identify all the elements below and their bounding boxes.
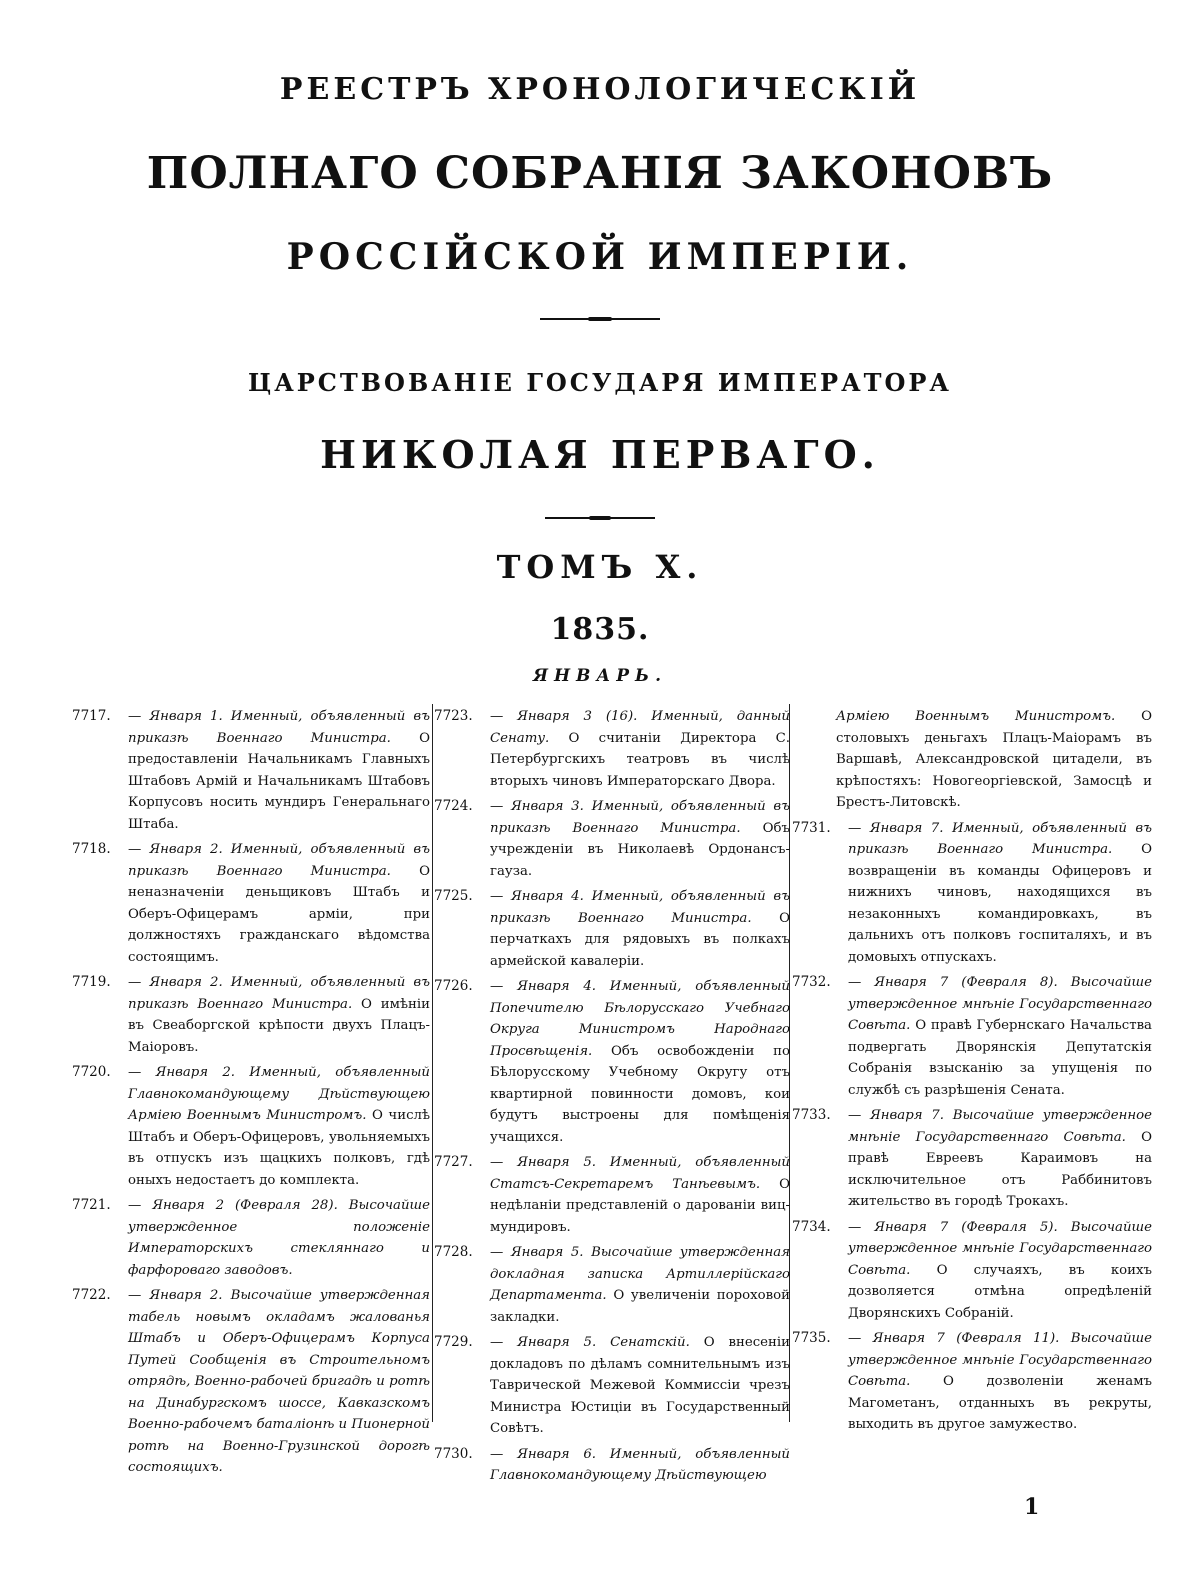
law-entry xyxy=(792,1328,1152,1436)
entry-heading: — Января 2 (Февраля 28). Высочайше утвержденное положеніе Императорскихъ стекляннаго и фарфороваго заводовъ. xyxy=(128,1198,430,1278)
entry-text: О правѣ Евреевъ Караимовъ на исключительное отъ Раббинитовъ жительство въ городѣ Трокахъ. xyxy=(848,1129,1152,1209)
entry-body xyxy=(490,886,790,972)
law-entry xyxy=(434,706,790,792)
entry-heading: — Января 2. Высочайше утвержденная табель новымъ окладамъ жалованья Штабъ и Оберъ-Офицерамъ Корпуса Путей Сообщенія въ Строительномъ отрядѣ, Военно-рабочей бригадѣ и ротѣ на Динабургскомъ шоссе, Кавказскомъ Военно-рабочемъ баталіонѣ и Пионерной ротѣ на Военно-Грузинской дорогѣ состоящихъ. xyxy=(128,1288,430,1475)
entry-heading: — Января 4. Именный, объявленный Попечителю Бѣлорусскаго Учебнаго Округа Министромъ Народнаго Просвѣщенія. xyxy=(490,979,790,1059)
emperor-name: НИКОЛАЯ ПЕРВАГО. xyxy=(320,432,880,477)
entry-heading: — Января 2. Именный, объявленный въ приказѣ Военнаго Министра. xyxy=(128,975,430,1012)
month-heading: ЯНВАРЬ. xyxy=(533,666,667,686)
entry-body xyxy=(490,976,790,1148)
entry-body xyxy=(128,972,430,1058)
entry-text: О увеличеніи пороховой закладки. xyxy=(490,1288,790,1325)
entry-number: 7730. xyxy=(434,1445,473,1462)
law-entry xyxy=(72,839,430,968)
entry-heading: — Января 5. Сенатскій. xyxy=(490,1335,690,1350)
entry-text: О предоставленіи Начальникамъ Главныхъ Штабовъ Армій и Начальникамъ Штабовъ Корпусовъ носить мундиръ Генеральнаго Штаба. xyxy=(128,730,430,832)
entry-heading: — Января 4. Именный, объявленный въ приказѣ Военнаго Министра. xyxy=(490,889,790,926)
year-heading: 1835. xyxy=(550,612,650,647)
entry-heading: — Января 5. Именный, объявленный Статсъ-Секретаремъ Танѣевымъ. xyxy=(490,1155,790,1192)
column-1 xyxy=(72,706,430,1483)
entry-heading: — Января 3. Именный, объявленный въ приказѣ Военнаго Министра. xyxy=(490,799,790,836)
entry-text: О столовыхъ деньгахъ Плацъ-Маіорамъ въ Варшавѣ, Александровской цитадели, въ крѣпостяхъ: Новогеоргіевской, Замосцѣ и Брестъ-Литовскѣ. xyxy=(836,709,1152,810)
title-collection: ПОЛНАГО СОБРАНІЯ ЗАКОНОВЪ xyxy=(146,148,1054,199)
entry-body xyxy=(490,1152,790,1238)
entry-heading: — Января 7 (Февраля 8). Высочайше утвержденное мнѣніе Государственнаго Совѣта. xyxy=(848,975,1152,1033)
law-entry xyxy=(792,1105,1152,1213)
ornamental-rule xyxy=(545,517,655,519)
entry-number: 7722. xyxy=(72,1287,111,1303)
entry-number: 7735. xyxy=(792,1330,831,1346)
entry-number: 7723. xyxy=(434,708,473,724)
entry-text: О имѣніи въ Свеаборгской крѣпости двухъ Плацъ-Маіоровъ. xyxy=(128,996,430,1055)
entry-heading: — Января 7 (Февраля 5). Высочайше утвержденное мнѣніе Государственнаго Совѣта. xyxy=(848,1219,1152,1278)
law-entry xyxy=(72,706,430,835)
law-entry xyxy=(434,886,790,972)
entry-body xyxy=(490,1242,790,1328)
entry-text: О считаніи Директора С. Петербургскихъ театровъ въ числѣ вторыхъ чиновъ Императорскаго Двора. xyxy=(490,730,791,789)
entry-body xyxy=(490,706,790,792)
entry-body xyxy=(848,1217,1152,1325)
title-empire: РОССІЙСКОЙ ИМПЕРІИ. xyxy=(286,236,914,278)
entry-text: О правѣ Губернскаго Начальства подвергать Дворянскія Депутатскія Собранія взысканію за упущенія по службѣ съ разрѣшенія Сената. xyxy=(848,1018,1152,1098)
entry-heading: Арміею Военнымъ Министромъ. xyxy=(836,709,1116,724)
column-divider xyxy=(432,704,433,1422)
entry-number: 7732. xyxy=(792,974,831,990)
entry-body xyxy=(848,818,1152,969)
column-3 xyxy=(792,706,1152,1440)
entry-text: О возвращеніи въ команды Офицеровъ и нижнихъ чиновъ, находящихся въ незаконныхъ командировкахъ, въ дальнихъ отъ полковъ госпиталяхъ, и въ домовыхъ отпускахъ. xyxy=(848,842,1152,965)
law-entry xyxy=(72,1062,430,1191)
law-entry xyxy=(434,976,790,1148)
entry-number: 7731. xyxy=(792,819,831,836)
entry-number: 7733. xyxy=(792,1107,831,1123)
entry-text: Объ учрежденіи въ Николаевѣ Ордонансъ-гауза. xyxy=(490,820,790,879)
entry-body xyxy=(848,1105,1152,1213)
entry-body xyxy=(490,1444,790,1487)
page-number: 1 xyxy=(1024,1494,1040,1520)
law-entry xyxy=(792,818,1152,969)
entry-body xyxy=(490,796,790,882)
entry-heading: — Января 6. Именный, объявленный Главнокомандующему Дѣйствующею xyxy=(490,1446,790,1483)
entry-heading: — Января 1. Именный, объявленный въ приказѣ Военнаго Министра. xyxy=(128,709,430,746)
entry-body xyxy=(128,1195,430,1281)
law-entry xyxy=(434,1332,790,1440)
entry-body xyxy=(128,839,430,968)
entry-number: 7729. xyxy=(434,1334,473,1350)
volume-heading: ТОМЪ X. xyxy=(496,548,704,586)
law-entry xyxy=(72,1285,430,1479)
entry-heading: — Января 2. Именный, объявленный въ приказѣ Военнаго Министра. xyxy=(128,842,430,879)
entry-number: 7724. xyxy=(434,798,473,814)
ornamental-rule xyxy=(540,318,660,320)
law-entry xyxy=(434,1444,790,1487)
entry-number: 7721. xyxy=(72,1197,111,1213)
entry-text: О перчаткахъ для рядовыхъ въ полкахъ армейской кавалеріи. xyxy=(490,910,791,969)
entry-heading: — Января 5. Высочайше утвержденная докладная записка Артиллерійскаго Департамента. xyxy=(490,1245,790,1303)
entry-number: 7719. xyxy=(72,974,111,990)
column-2 xyxy=(434,706,790,1491)
entry-heading: — Января 7. Высочайше утвержденное мнѣніе Государственнаго Совѣта. xyxy=(848,1108,1152,1145)
entry-continuation xyxy=(792,706,1152,814)
entry-text: О неназначеніи деньщиковъ Штабъ и Оберъ-Офицерамъ арміи, при должностяхъ гражданскаго вѣдомства состоящимъ. xyxy=(128,863,430,965)
law-entry xyxy=(792,972,1152,1101)
entry-number: 7727. xyxy=(434,1154,473,1170)
title-register: РЕЕСТРЪ ХРОНОЛОГИЧЕСКІЙ xyxy=(279,72,921,107)
entry-number: 7725. xyxy=(434,888,473,904)
entry-number: 7718. xyxy=(72,841,111,857)
entry-number: 7720. xyxy=(72,1064,111,1080)
entry-number: 7734. xyxy=(792,1218,831,1235)
entry-heading: — Января 7. Именный, объявленный въ приказѣ Военнаго Министра. xyxy=(848,820,1152,857)
entry-body xyxy=(490,1332,790,1440)
entry-body xyxy=(128,1062,430,1191)
entry-text: О дозволеніи женамъ Магометанъ, отданныхъ въ рекруты, выходить въ другое замужество. xyxy=(848,1374,1153,1432)
entry-heading: — Января 2. Именный, объявленный Главнокомандующему Дѣйствующею Арміею Военнымъ Министромъ. xyxy=(128,1065,430,1123)
law-entry xyxy=(792,1217,1152,1325)
entry-text: О недѣланіи представленій о дарованіи виц-мундировъ. xyxy=(490,1176,790,1235)
entry-text: О числѣ Штабъ и Оберъ-Офицеровъ, увольняемыхъ въ отпускъ изъ щацкихъ полковъ, гдѣ оныхъ недостаетъ до комплекта. xyxy=(128,1108,430,1188)
entry-heading: — Января 3 (16). Именный, данный Сенату. xyxy=(490,709,790,746)
entry-body xyxy=(128,706,430,835)
law-entry xyxy=(434,1242,790,1328)
entry-number: 7717. xyxy=(72,708,111,724)
entry-body xyxy=(848,1328,1152,1436)
entry-text: О внесеніи докладовъ по дѣламъ сомнительнымъ изъ Таврической Межевой Коммиссіи чрезъ Министра Юстиціи въ Государственный Совѣтъ. xyxy=(490,1335,790,1436)
law-entry xyxy=(434,796,790,882)
entry-number: 7728. xyxy=(434,1244,473,1260)
law-entry xyxy=(72,972,430,1058)
entry-body xyxy=(128,1285,430,1479)
entry-text: О случаяхъ, въ коихъ дозволяется отмѣна опредѣленій Дворянскихъ Собраній. xyxy=(848,1262,1152,1321)
law-entry xyxy=(72,1195,430,1281)
law-entry xyxy=(434,1152,790,1238)
entry-number: 7726. xyxy=(434,978,473,994)
entry-text: Объ освобожденіи по Бѣлорусскому Учебному Округу отъ квартирной повинности домовъ, кои будутъ выстроены для помѣщенія учащихся. xyxy=(490,1043,790,1145)
entry-body xyxy=(848,972,1152,1101)
reign-heading: ЦАРСТВОВАНІЕ ГОСУДАРЯ ИМПЕРАТОРА xyxy=(248,368,952,397)
entry-heading: — Января 7 (Февраля 11). Высочайше утвержденное мнѣніе Государственнаго Совѣта. xyxy=(848,1331,1152,1389)
